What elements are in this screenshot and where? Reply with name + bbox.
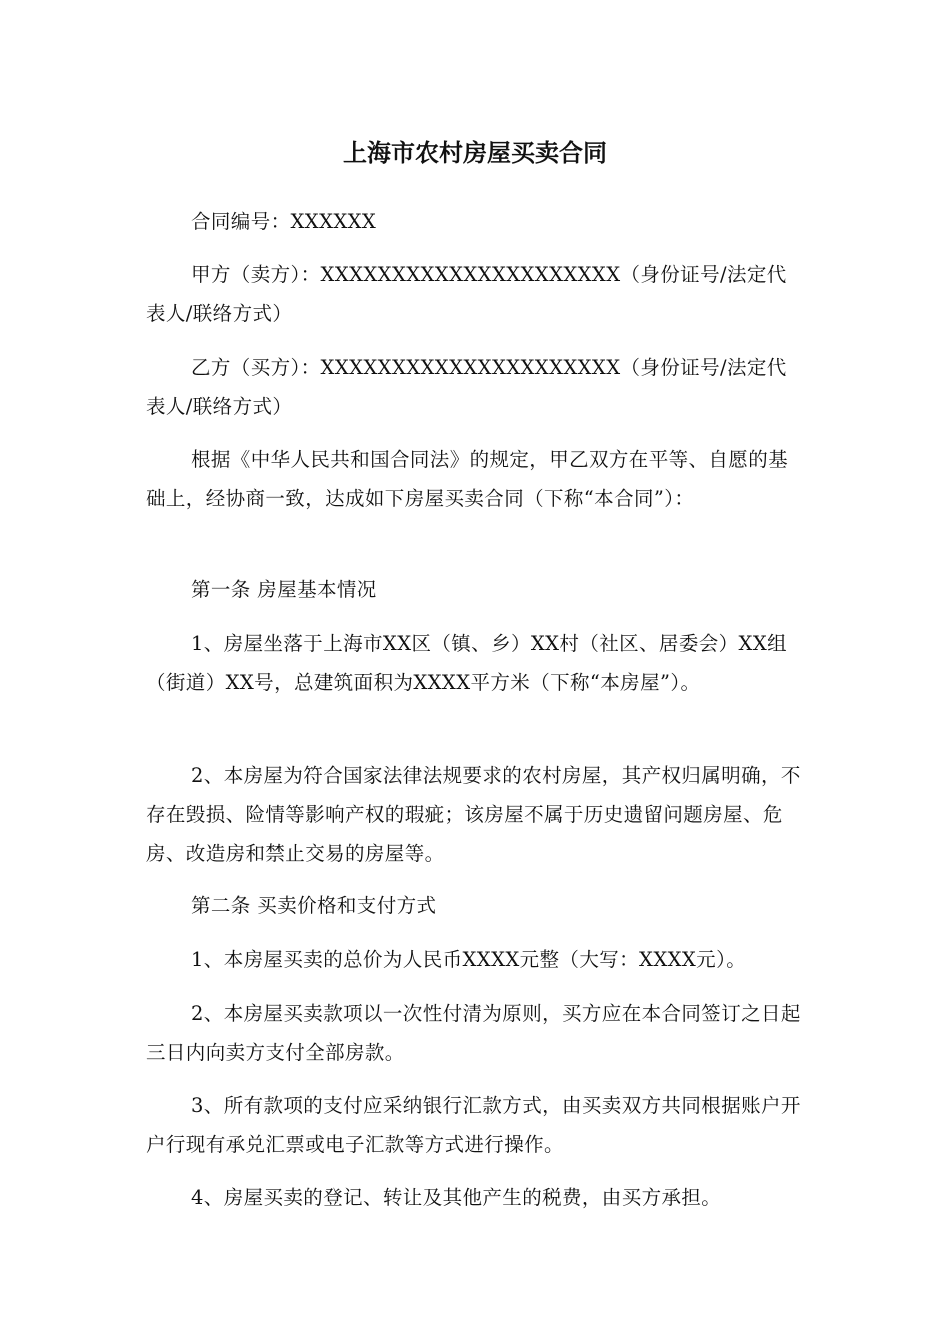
article2-item-3: 3、所有款项的支付应采纳银行汇款方式，由买卖双方共同根据账户开户行现有承兑汇票或电子汇款等方式进行操作。 [146, 1094, 801, 1156]
document-title: 上海市农村房屋买卖合同 [343, 139, 607, 167]
article2-heading: 第二条 买卖价格和支付方式 [191, 894, 437, 917]
article2-item-4: 4、房屋买卖的登记、转让及其他产生的税费，由买方承担。 [191, 1186, 722, 1209]
article1-item-1: 1、房屋坐落于上海市XX区（镇、乡）XX村（社区、居委会）XX组（街道）XX号，总建筑面积为XXXX平方米（下称“本房屋”）。 [146, 632, 788, 694]
preamble: 根据《中华人民共和国合同法》的规定，甲乙双方在平等、自愿的基础上，经协商一致，达成如下房屋买卖合同（下称“本合同”）： [146, 448, 789, 510]
article1-heading: 第一条 房屋基本情况 [191, 578, 377, 601]
party-b: 乙方（买方）：XXXXXXXXXXXXXXXXXXXXX（身份证号/法定代表人/联络方式） [146, 356, 787, 418]
party-a: 甲方（卖方）：XXXXXXXXXXXXXXXXXXXXX（身份证号/法定代表人/联络方式） [146, 263, 787, 325]
contract-number: 合同编号：XXXXXX [191, 210, 377, 233]
article2-item-2: 2、本房屋买卖款项以一次性付清为原则，买方应在本合同签订之日起三日内向卖方支付全部房款。 [146, 1002, 801, 1064]
article2-item-1: 1、本房屋买卖的总价为人民币XXXX元整（大写：XXXX元）。 [191, 948, 747, 971]
article1-item-2: 2、本房屋为符合国家法律法规要求的农村房屋，其产权归属明确，不存在毁损、险情等影响产权的瑕疵；该房屋不属于历史遗留问题房屋、危房、改造房和禁止交易的房屋等。 [146, 764, 801, 865]
